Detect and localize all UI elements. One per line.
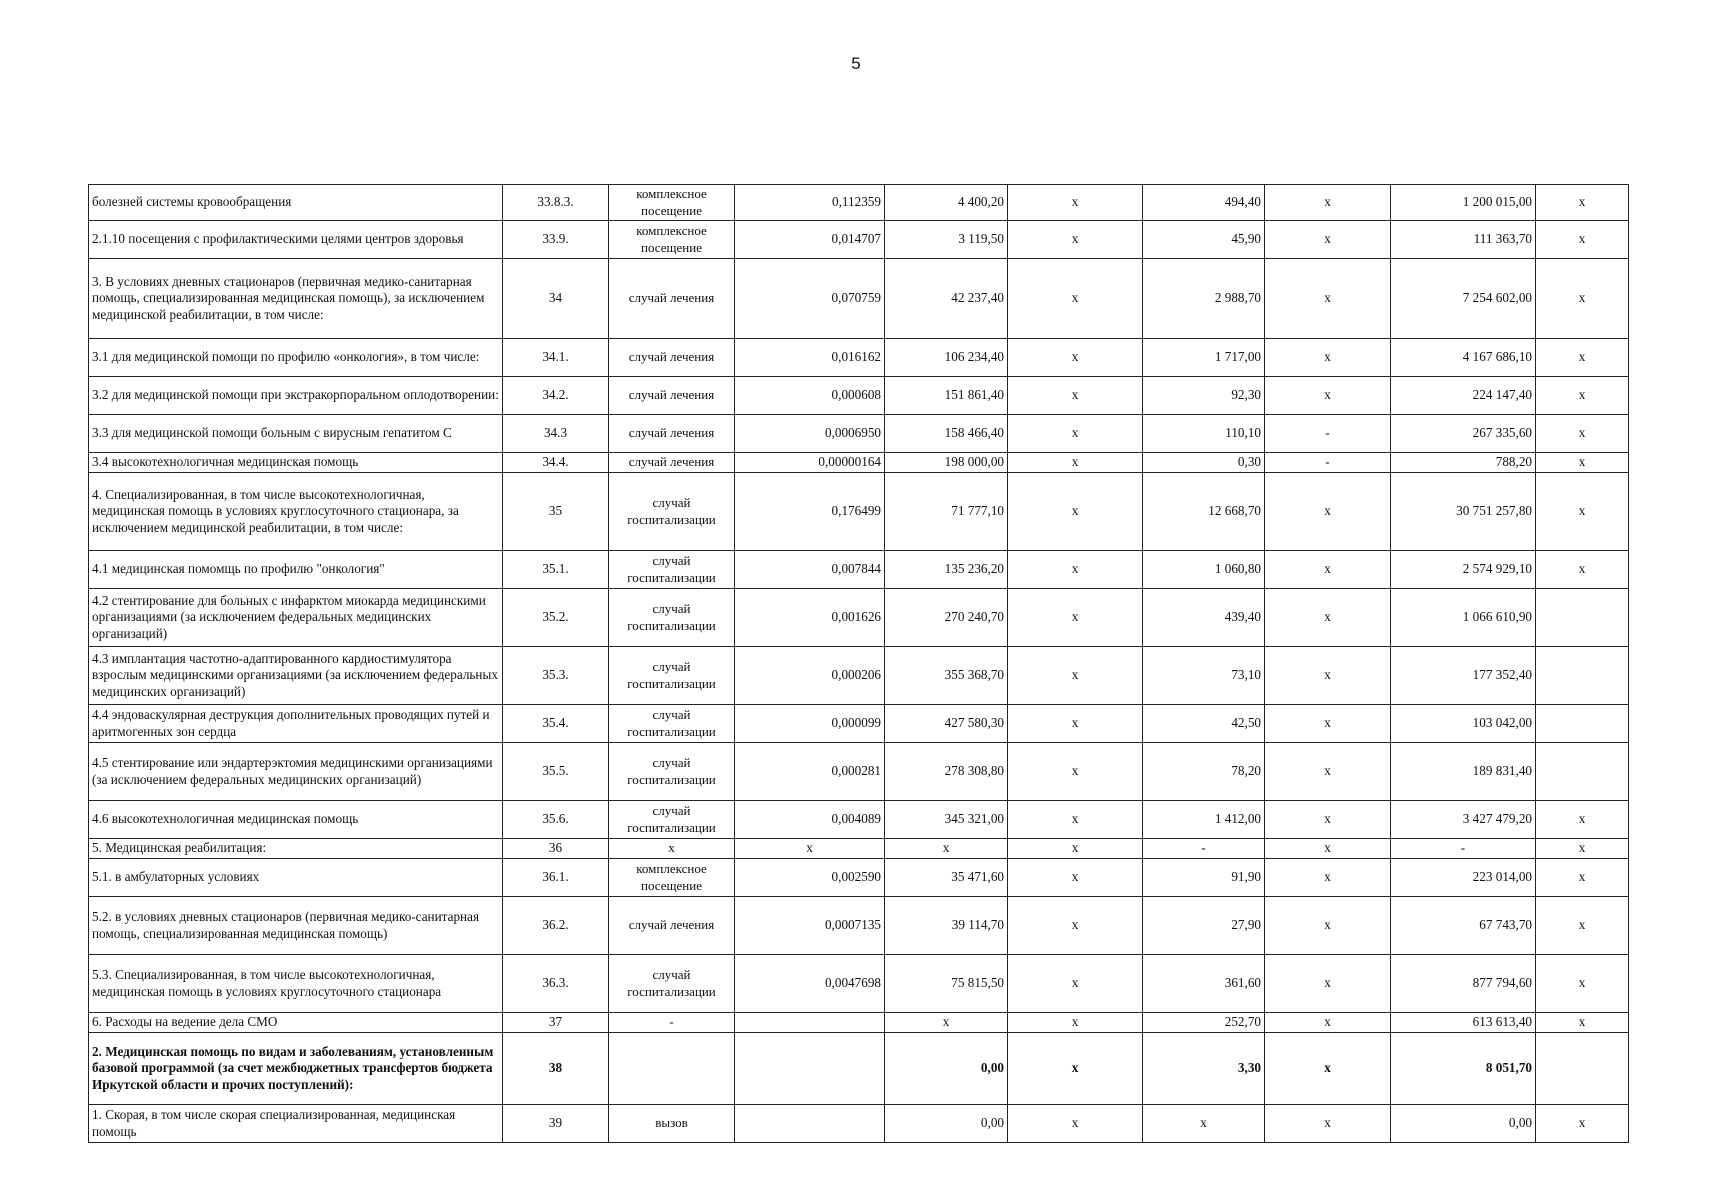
row-label: 3. В условиях дневных стационаров (первичная медико-санитарная помощь, специализированная медицинская помощь), за исключением медицинской реабилитации, в том числе: [89,259,503,339]
row-volume-norm: х [735,839,885,859]
table-row [89,705,1629,743]
table-row [89,589,1629,647]
row-col-8: х [1265,859,1391,897]
row-col-8: х [1265,339,1391,377]
row-unit: случай госпитализации [609,705,735,743]
row-cost-norm: 355 368,70 [885,647,1008,705]
row-cost-norm: 345 321,00 [885,801,1008,839]
row-col-10 [1536,743,1629,801]
table-row [89,801,1629,839]
row-col-6: х [1008,377,1143,415]
row-total: 3 427 479,20 [1391,801,1536,839]
row-col-10: х [1536,377,1629,415]
row-col-10: х [1536,221,1629,259]
row-label: 4.1 медицинская помомщь по профилю "онкология" [89,551,503,589]
row-cost-norm: 35 471,60 [885,859,1008,897]
row-label: 3.3 для медицинской помощи больным с вирусным гепатитом С [89,415,503,453]
row-volume-norm: 0,070759 [735,259,885,339]
table-row [89,955,1629,1013]
row-col-6: х [1008,453,1143,473]
row-col-8: х [1265,801,1391,839]
row-total: 7 254 602,00 [1391,259,1536,339]
row-unit: случай госпитализации [609,589,735,647]
row-unit: случай госпитализации [609,743,735,801]
row-col-10: х [1536,473,1629,551]
row-col-8: - [1265,453,1391,473]
row-per-capita: 0,30 [1143,453,1265,473]
row-volume-norm: 0,014707 [735,221,885,259]
row-unit: комплексное посещение [609,221,735,259]
row-total: 613 613,40 [1391,1013,1536,1033]
row-label: 5.1. в амбулаторных условиях [89,859,503,897]
row-col-6: х [1008,955,1143,1013]
row-label: 2. Медицинская помощь по видам и заболеваниям, установленным базовой программой (за счет межбюджетных трансфертов бюджета Иркутской области и прочих поступлений): [89,1033,503,1105]
row-col-10: х [1536,839,1629,859]
row-label: 6. Расходы на ведение дела СМО [89,1013,503,1033]
row-per-capita: 91,90 [1143,859,1265,897]
row-label: 5.3. Специализированная, в том числе высокотехнологичная, медицинская помощь в условиях круглосуточного стационара [89,955,503,1013]
row-col-8: х [1265,551,1391,589]
row-per-capita: 1 412,00 [1143,801,1265,839]
row-code: 36 [503,839,609,859]
tariff-table [88,184,1629,1143]
row-col-8: х [1265,1033,1391,1105]
row-code: 34.1. [503,339,609,377]
row-col-8: х [1265,259,1391,339]
row-unit: комплексное посещение [609,185,735,221]
row-per-capita: - [1143,839,1265,859]
row-col-8: х [1265,1105,1391,1143]
row-unit: случай лечения [609,377,735,415]
row-label: 3.1 для медицинской помощи по профилю «онкология», в том числе: [89,339,503,377]
row-col-8: х [1265,221,1391,259]
row-label: 5.2. в условиях дневных стационаров (первичная медико-санитарная помощь, специализированная медицинская помощь) [89,897,503,955]
row-per-capita: 494,40 [1143,185,1265,221]
row-label: 4.2 стентирование для больных с инфарктом миокарда медицинскими организациями (за исключением федеральных медицинских организаций) [89,589,503,647]
row-code: 37 [503,1013,609,1033]
row-volume-norm: 0,0047698 [735,955,885,1013]
row-col-8: х [1265,743,1391,801]
row-unit: х [609,839,735,859]
row-code: 35.2. [503,589,609,647]
row-col-10 [1536,589,1629,647]
row-total: 0,00 [1391,1105,1536,1143]
row-unit: случай лечения [609,415,735,453]
row-label: 5. Медицинская реабилитация: [89,839,503,859]
row-total: 877 794,60 [1391,955,1536,1013]
row-label: 4. Специализированная, в том числе высокотехнологичная, медицинская помощь в условиях круглосуточного стационара, за исключением медицинской реабилитации, в том числе: [89,473,503,551]
row-code: 35 [503,473,609,551]
row-volume-norm: 0,001626 [735,589,885,647]
row-col-6: х [1008,1105,1143,1143]
row-per-capita: 110,10 [1143,415,1265,453]
row-total: 111 363,70 [1391,221,1536,259]
row-per-capita: 361,60 [1143,955,1265,1013]
row-total: 267 335,60 [1391,415,1536,453]
row-per-capita: 1 060,80 [1143,551,1265,589]
row-col-10: х [1536,453,1629,473]
row-cost-norm: 71 777,10 [885,473,1008,551]
row-col-8: х [1265,473,1391,551]
row-per-capita: 27,90 [1143,897,1265,955]
row-total: 189 831,40 [1391,743,1536,801]
row-code: 36.1. [503,859,609,897]
row-total: 67 743,70 [1391,897,1536,955]
table-row [89,259,1629,339]
row-total: 1 066 610,90 [1391,589,1536,647]
row-code: 35.5. [503,743,609,801]
row-cost-norm: 0,00 [885,1105,1008,1143]
row-col-8: х [1265,955,1391,1013]
row-col-6: х [1008,259,1143,339]
row-total: 8 051,70 [1391,1033,1536,1105]
row-col-6: х [1008,647,1143,705]
table-row [89,897,1629,955]
row-label: 4.4 эндоваскулярная деструкция дополнительных проводящих путей и аритмогенных зон сердца [89,705,503,743]
row-cost-norm: 0,00 [885,1033,1008,1105]
row-cost-norm: 42 237,40 [885,259,1008,339]
row-total: 788,20 [1391,453,1536,473]
row-col-6: х [1008,473,1143,551]
table-row [89,1105,1629,1143]
row-col-6: х [1008,839,1143,859]
row-per-capita: 12 668,70 [1143,473,1265,551]
row-unit: случай госпитализации [609,647,735,705]
row-code: 34 [503,259,609,339]
row-code: 34.2. [503,377,609,415]
row-volume-norm: 0,0007135 [735,897,885,955]
row-cost-norm: 151 861,40 [885,377,1008,415]
table-row [89,185,1629,221]
row-col-6: х [1008,743,1143,801]
row-col-8: х [1265,589,1391,647]
table-row [89,859,1629,897]
row-cost-norm: 427 580,30 [885,705,1008,743]
row-per-capita: 73,10 [1143,647,1265,705]
row-label: 1. Скорая, в том числе скорая специализированная, медицинская помощь [89,1105,503,1143]
row-volume-norm: 0,016162 [735,339,885,377]
row-total: - [1391,839,1536,859]
row-col-6: х [1008,1033,1143,1105]
table-row [89,377,1629,415]
row-volume-norm: 0,000281 [735,743,885,801]
row-col-8: х [1265,897,1391,955]
row-total: 223 014,00 [1391,859,1536,897]
table-row [89,551,1629,589]
row-cost-norm: 158 466,40 [885,415,1008,453]
row-label: 4.6 высокотехнологичная медицинская помощь [89,801,503,839]
row-col-6: х [1008,801,1143,839]
row-col-10: х [1536,1013,1629,1033]
row-cost-norm: 75 815,50 [885,955,1008,1013]
row-col-8: - [1265,415,1391,453]
row-label: 4.3 имплантация частотно-адаптированного кардиостимулятора взрослым медицинскими организациями (за исключением федеральных медицинских организаций) [89,647,503,705]
row-col-8: х [1265,377,1391,415]
row-unit: случай госпитализации [609,473,735,551]
row-label: 2.1.10 посещения с профилактическими целями центров здоровья [89,221,503,259]
row-volume-norm: 0,000608 [735,377,885,415]
row-col-6: х [1008,859,1143,897]
row-code: 35.3. [503,647,609,705]
row-volume-norm: 0,112359 [735,185,885,221]
table-row [89,647,1629,705]
row-col-8: х [1265,647,1391,705]
row-col-6: х [1008,1013,1143,1033]
row-code: 35.6. [503,801,609,839]
row-code: 33.9. [503,221,609,259]
row-unit [609,1033,735,1105]
row-col-6: х [1008,551,1143,589]
row-volume-norm [735,1105,885,1143]
row-total: 1 200 015,00 [1391,185,1536,221]
row-col-10 [1536,705,1629,743]
table-row [89,839,1629,859]
row-per-capita: 78,20 [1143,743,1265,801]
row-per-capita: 252,70 [1143,1013,1265,1033]
row-col-6: х [1008,339,1143,377]
row-cost-norm: 135 236,20 [885,551,1008,589]
row-code: 34.4. [503,453,609,473]
row-per-capita: 2 988,70 [1143,259,1265,339]
row-col-10: х [1536,801,1629,839]
row-col-8: х [1265,705,1391,743]
row-col-8: х [1265,1013,1391,1033]
row-unit: случай госпитализации [609,551,735,589]
row-cost-norm: 39 114,70 [885,897,1008,955]
row-total: 224 147,40 [1391,377,1536,415]
row-per-capita: 92,30 [1143,377,1265,415]
row-cost-norm: 3 119,50 [885,221,1008,259]
row-col-10: х [1536,415,1629,453]
row-total: 177 352,40 [1391,647,1536,705]
table-row [89,453,1629,473]
row-col-6: х [1008,221,1143,259]
row-total: 2 574 929,10 [1391,551,1536,589]
row-cost-norm: 106 234,40 [885,339,1008,377]
row-unit: случай лечения [609,897,735,955]
row-volume-norm: 0,004089 [735,801,885,839]
page-number: 5 [851,54,861,73]
row-col-6: х [1008,589,1143,647]
row-volume-norm: 0,002590 [735,859,885,897]
row-col-8: х [1265,839,1391,859]
row-per-capita: 42,50 [1143,705,1265,743]
row-col-10 [1536,647,1629,705]
row-volume-norm [735,1033,885,1105]
row-cost-norm: 4 400,20 [885,185,1008,221]
row-volume-norm: 0,000206 [735,647,885,705]
row-cost-norm: х [885,1013,1008,1033]
row-col-10: х [1536,955,1629,1013]
row-code: 34.3 [503,415,609,453]
row-label: 3.4 высокотехнологичная медицинская помощь [89,453,503,473]
row-total: 103 042,00 [1391,705,1536,743]
row-label: болезней системы кровообращения [89,185,503,221]
row-per-capita: 3,30 [1143,1033,1265,1105]
row-col-8: х [1265,185,1391,221]
table-row [89,339,1629,377]
row-per-capita: 1 717,00 [1143,339,1265,377]
row-col-6: х [1008,705,1143,743]
row-cost-norm: х [885,839,1008,859]
row-volume-norm: 0,00000164 [735,453,885,473]
row-code: 35.4. [503,705,609,743]
row-col-10: х [1536,1105,1629,1143]
row-col-10: х [1536,339,1629,377]
row-col-6: х [1008,897,1143,955]
row-col-6: х [1008,415,1143,453]
table-row [89,415,1629,453]
row-code: 38 [503,1033,609,1105]
row-unit: случай лечения [609,453,735,473]
row-total: 4 167 686,10 [1391,339,1536,377]
table-row [89,221,1629,259]
row-col-10: х [1536,859,1629,897]
row-code: 33.8.3. [503,185,609,221]
row-col-10: х [1536,185,1629,221]
row-label: 3.2 для медицинской помощи при экстракорпоральном оплодотворении: [89,377,503,415]
row-code: 36.3. [503,955,609,1013]
row-volume-norm: 0,007844 [735,551,885,589]
row-volume-norm: 0,0006950 [735,415,885,453]
row-per-capita: х [1143,1105,1265,1143]
row-col-10: х [1536,897,1629,955]
row-col-10: х [1536,259,1629,339]
table-row [89,743,1629,801]
row-col-10: х [1536,551,1629,589]
row-volume-norm: 0,176499 [735,473,885,551]
row-volume-norm [735,1013,885,1033]
row-per-capita: 439,40 [1143,589,1265,647]
row-code: 35.1. [503,551,609,589]
row-cost-norm: 278 308,80 [885,743,1008,801]
row-cost-norm: 198 000,00 [885,453,1008,473]
row-total: 30 751 257,80 [1391,473,1536,551]
row-unit: случай лечения [609,339,735,377]
table-row [89,1013,1629,1033]
row-volume-norm: 0,000099 [735,705,885,743]
row-col-6: х [1008,185,1143,221]
row-code: 36.2. [503,897,609,955]
row-code: 39 [503,1105,609,1143]
row-unit: случай госпитализации [609,801,735,839]
row-unit: - [609,1013,735,1033]
row-unit: случай лечения [609,259,735,339]
row-unit: случай госпитализации [609,955,735,1013]
row-label: 4.5 стентирование или эндартерэктомия медицинскими организациями (за исключением федеральных медицинских организаций) [89,743,503,801]
row-unit: вызов [609,1105,735,1143]
row-per-capita: 45,90 [1143,221,1265,259]
row-col-10 [1536,1033,1629,1105]
table-row [89,1033,1629,1105]
row-unit: комплексное посещение [609,859,735,897]
table-row [89,473,1629,551]
row-cost-norm: 270 240,70 [885,589,1008,647]
